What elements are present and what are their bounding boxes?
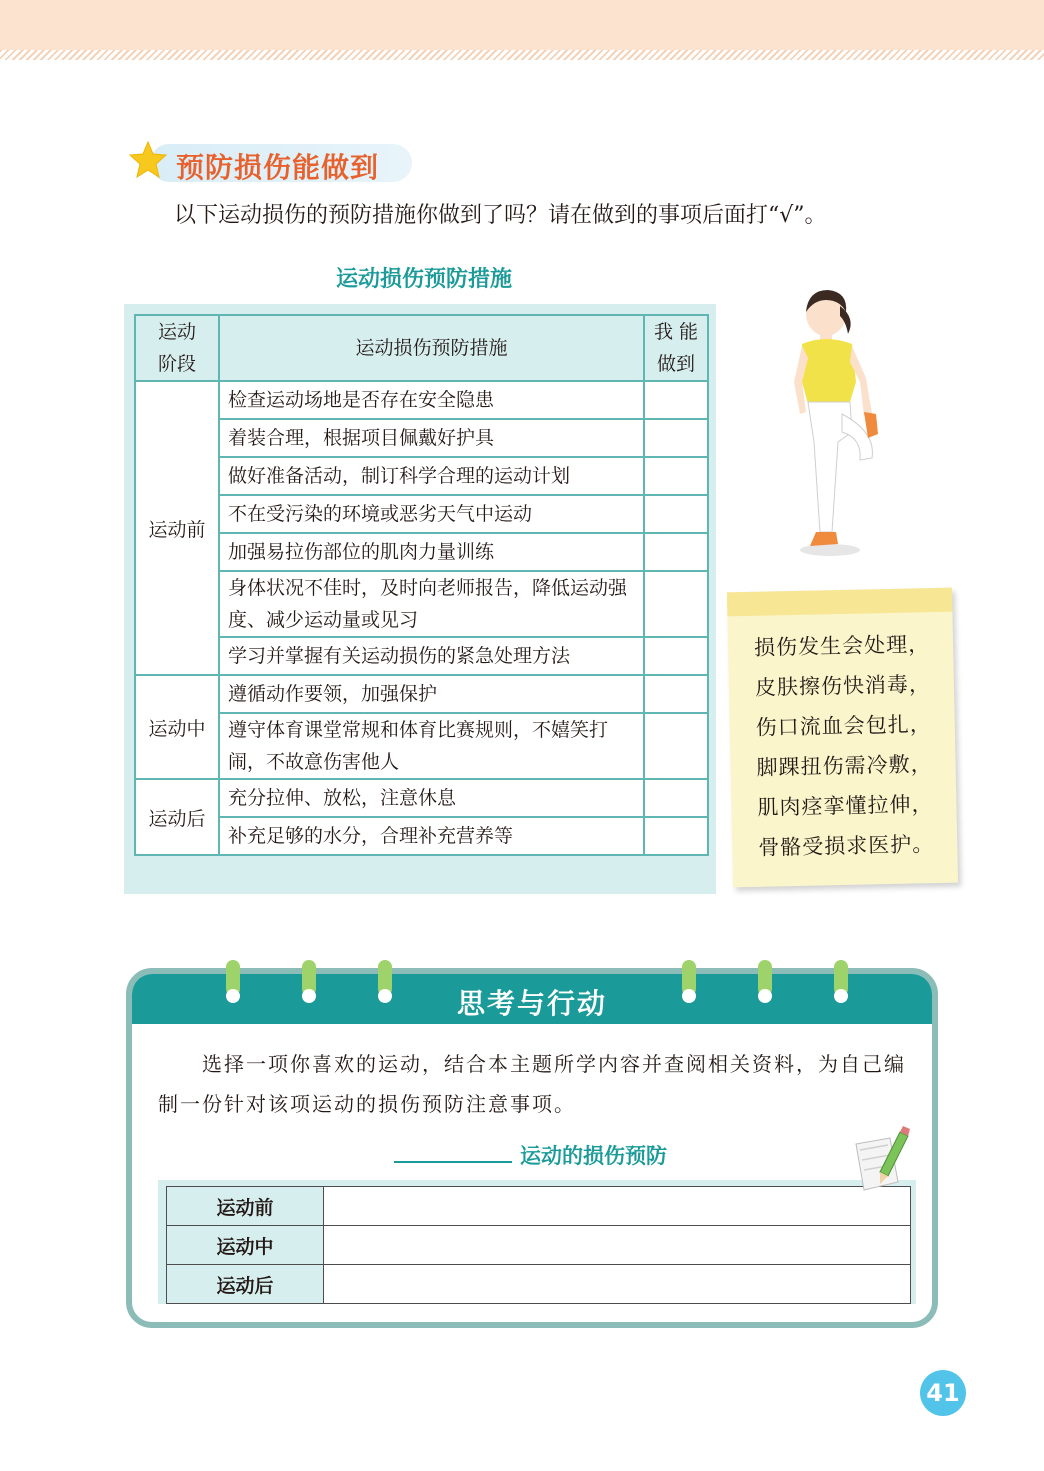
form-row-label: 运动中 — [167, 1226, 324, 1265]
sticky-note-tape — [727, 588, 952, 617]
think-header — [132, 974, 932, 1024]
measure-cell: 身体状况不佳时，及时向老师报告，降低运动强度、减少运动量或见习 — [219, 571, 644, 637]
rhyme-line: 皮肤擦伤快消毒， — [754, 672, 932, 700]
measure-cell: 遵守体育课堂常规和体育比赛规则，不嬉笑打闹，不故意伤害他人 — [219, 713, 644, 779]
header-measure: 运动损伤预防措施 — [219, 315, 644, 381]
form-row-label: 运动前 — [167, 1187, 324, 1226]
table-row — [135, 533, 708, 571]
rhyme-line: 肌肉痉挛懂拉伸， — [757, 792, 934, 820]
binder-ring-icon — [224, 960, 242, 1004]
top-band — [0, 0, 1044, 50]
binder-ring-icon — [300, 960, 318, 1004]
check-cell[interactable] — [644, 533, 708, 571]
stage-cell: 运动后 — [135, 779, 219, 855]
binder-ring-icon — [756, 960, 774, 1004]
binder-ring-icon — [376, 960, 394, 1004]
section-title: 预防损伤能做到 — [176, 151, 380, 184]
table-header-row — [135, 315, 708, 381]
header-stage — [135, 315, 219, 381]
sport-caption-text: 运动的损伤预防 — [520, 1144, 667, 1168]
header-can-line1: 我 能 — [653, 321, 699, 343]
sport-caption — [394, 1140, 667, 1170]
page-number: 41 — [920, 1370, 966, 1416]
measures-table-panel — [124, 304, 716, 894]
measure-cell: 做好准备活动，制订科学合理的运动计划 — [219, 457, 644, 495]
check-cell[interactable] — [644, 495, 708, 533]
header-can-do — [644, 315, 708, 381]
stretching-girl-illustration — [780, 282, 890, 562]
form-row — [167, 1226, 911, 1265]
check-cell[interactable] — [644, 817, 708, 855]
think-prompt — [158, 1044, 918, 1124]
prevention-form-body — [167, 1187, 911, 1304]
rhyme-line: 伤口流血会包扎， — [755, 712, 932, 740]
form-row — [167, 1265, 911, 1304]
stage-cell: 运动前 — [135, 381, 219, 675]
table-row — [135, 495, 708, 533]
form-row-input[interactable] — [324, 1187, 911, 1226]
intro-text: 以下运动损伤的预防措施你做到了吗？请在做到的事项后面打“√”。 — [174, 203, 827, 228]
think-and-act-box — [126, 968, 938, 1328]
check-cell[interactable] — [644, 419, 708, 457]
think-prompt-text: 选择一项你喜欢的运动，结合本主题所学内容并查阅相关资料，为自己编制一份针对该项运动的损伤预防注意事项。 — [158, 1052, 906, 1116]
table-caption: 运动损伤预防措施 — [336, 267, 513, 292]
top-stripe — [0, 50, 1044, 60]
check-cell[interactable] — [644, 381, 708, 419]
measure-cell: 着装合理，根据项目佩戴好护具 — [219, 419, 644, 457]
measure-cell: 遵循动作要领，加强保护 — [219, 675, 644, 713]
measure-cell: 检查运动场地是否存在安全隐患 — [219, 381, 644, 419]
check-cell[interactable] — [644, 637, 708, 675]
table-row — [135, 637, 708, 675]
table-row — [135, 571, 708, 637]
rhyme-line: 骨骼受损求医护。 — [758, 832, 935, 860]
star-icon — [128, 140, 168, 180]
table-body — [135, 381, 708, 855]
table-row — [135, 713, 708, 779]
prevention-form-panel — [158, 1180, 916, 1304]
sticky-note-rhyme — [754, 624, 935, 868]
form-row-input[interactable] — [324, 1226, 911, 1265]
think-title: 思考与行动 — [456, 987, 607, 1020]
rhyme-line: 损伤发生会处理， — [753, 632, 931, 660]
check-cell[interactable] — [644, 779, 708, 817]
header-stage-line2: 阶段 — [157, 353, 196, 375]
binder-ring-icon — [680, 960, 698, 1004]
check-cell[interactable] — [644, 457, 708, 495]
form-row — [167, 1187, 911, 1226]
table-row — [135, 457, 708, 495]
binder-ring-icon — [832, 960, 850, 1004]
form-row-input[interactable] — [324, 1265, 911, 1304]
pencil-paper-icon — [850, 1124, 912, 1196]
table-row — [135, 419, 708, 457]
measure-cell: 补充足够的水分，合理补充营养等 — [219, 817, 644, 855]
measure-cell: 充分拉伸、放松，注意休息 — [219, 779, 644, 817]
check-cell[interactable] — [644, 713, 708, 779]
sticky-note — [727, 588, 958, 888]
measure-cell: 学习并掌握有关运动损伤的紧急处理方法 — [219, 637, 644, 675]
check-cell[interactable] — [644, 571, 708, 637]
form-row-label: 运动后 — [167, 1265, 324, 1304]
sport-name-blank[interactable] — [394, 1143, 512, 1163]
measure-cell: 加强易拉伤部位的肌肉力量训练 — [219, 533, 644, 571]
measure-cell: 不在受污染的环境或恶劣天气中运动 — [219, 495, 644, 533]
table-row — [135, 381, 708, 419]
rhyme-line: 脚踝扭伤需冷敷， — [756, 752, 933, 780]
prevention-form-table — [166, 1186, 911, 1304]
table-row — [135, 817, 708, 855]
measures-table — [134, 314, 709, 856]
table-row — [135, 675, 708, 713]
table-row — [135, 779, 708, 817]
stage-cell: 运动中 — [135, 675, 219, 779]
header-can-line2: 做到 — [656, 353, 695, 375]
header-stage-line1: 运动 — [157, 321, 196, 343]
check-cell[interactable] — [644, 675, 708, 713]
